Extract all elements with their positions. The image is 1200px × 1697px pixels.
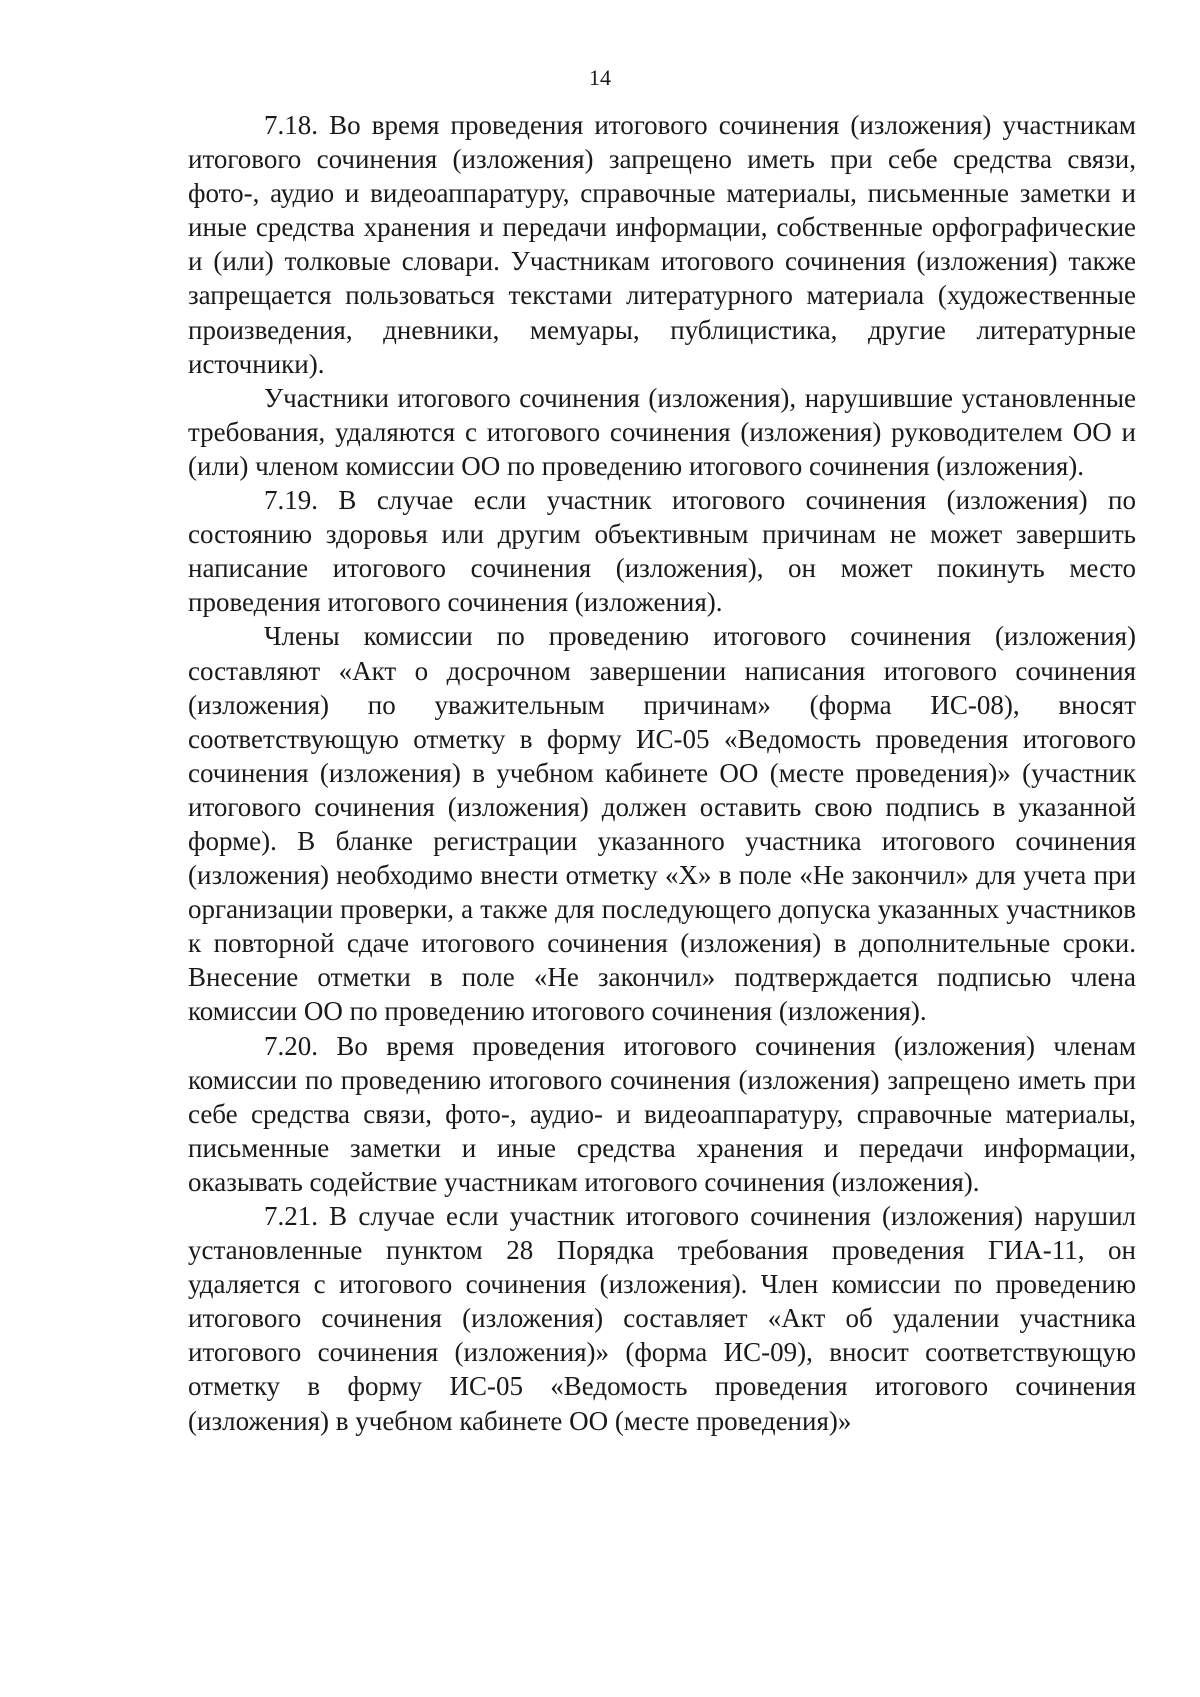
page-number: 14 [589, 65, 611, 90]
document-body [188, 108, 1136, 1438]
paragraph-7-20: 7.20. Во время проведения итогового сочинения (изложения) членам комиссии по проведению итогового сочинения (изложения) запрещено иметь при себе средства связи, фото-, аудио- и видеоаппаратуру, справочные материалы, письменные заметки и иные средства хранения и передачи информации, оказывать содействие участникам итогового сочинения (изложения). [188, 1030, 1136, 1197]
paragraph-7-18: 7.18. Во время проведения итогового сочинения (изложения) участникам итогового сочинения (изложения) запрещено иметь при себе средства связи, фото-, аудио и видеоаппаратуру, справочные материалы, письменные заметки и иные средства хранения и передачи информации, собственные орфографические и (или) толковые словари. Участникам итогового сочинения (изложения) также запрещается пользоваться текстами литературного материала (художественные произведения, дневники, мемуары, публицистика, другие литературные источники). [188, 110, 1136, 379]
paragraph-7-21: 7.21. В случае если участник итогового сочинения (изложения) нарушил установленные пунктом 28 Порядка требования проведения ГИА-11, он удаляется с итогового сочинения (изложения). Член комиссии по проведению итогового сочинения (изложения) составляет «Акт об удалении участника итогового сочинения (изложения)» (форма ИС-09), вносит соответствующую отметку в форму ИС-05 «Ведомость проведения итогового сочинения (изложения) в учебном кабинете ОО (месте проведения)» [188, 1201, 1136, 1436]
paragraph-7-19: 7.19. В случае если участник итогового сочинения (изложения) по состоянию здоровья или другим объективным причинам не может завершить написание итогового сочинения (изложения), он может покинуть место проведения итогового сочинения (изложения). [188, 485, 1136, 618]
paragraph-commission-act: Члены комиссии по проведению итогового сочинения (изложения) составляют «Акт о досрочном завершении написания итогового сочинения (изложения) по уважительным причинам» (форма ИС-08), вносят соответствующую отметку в форму ИС-05 «Ведомость проведения итогового сочинения (изложения) в учебном кабинете ОО (месте проведения)» (участник итогового сочинения (изложения) должен оставить свою подпись в указанной форме). В бланке регистрации указанного участника итогового сочинения (изложения) необходимо внести отметку «X» в поле «Не закончил» для учета при организации проверки, а также для последующего допуска указанных участников к повторной сдаче итогового сочинения (изложения) в дополнительные сроки. Внесение отметки в поле «Не закончил» подтверждается подписью члена комиссии ОО по проведению итогового сочинения (изложения). [188, 621, 1136, 1027]
paragraph-participants-removal: Участники итогового сочинения (изложения), нарушившие установленные требования, удаляются с итогового сочинения (изложения) руководителем ОО и (или) членом комиссии ОО по проведению итогового сочинения (изложения). [188, 382, 1136, 481]
